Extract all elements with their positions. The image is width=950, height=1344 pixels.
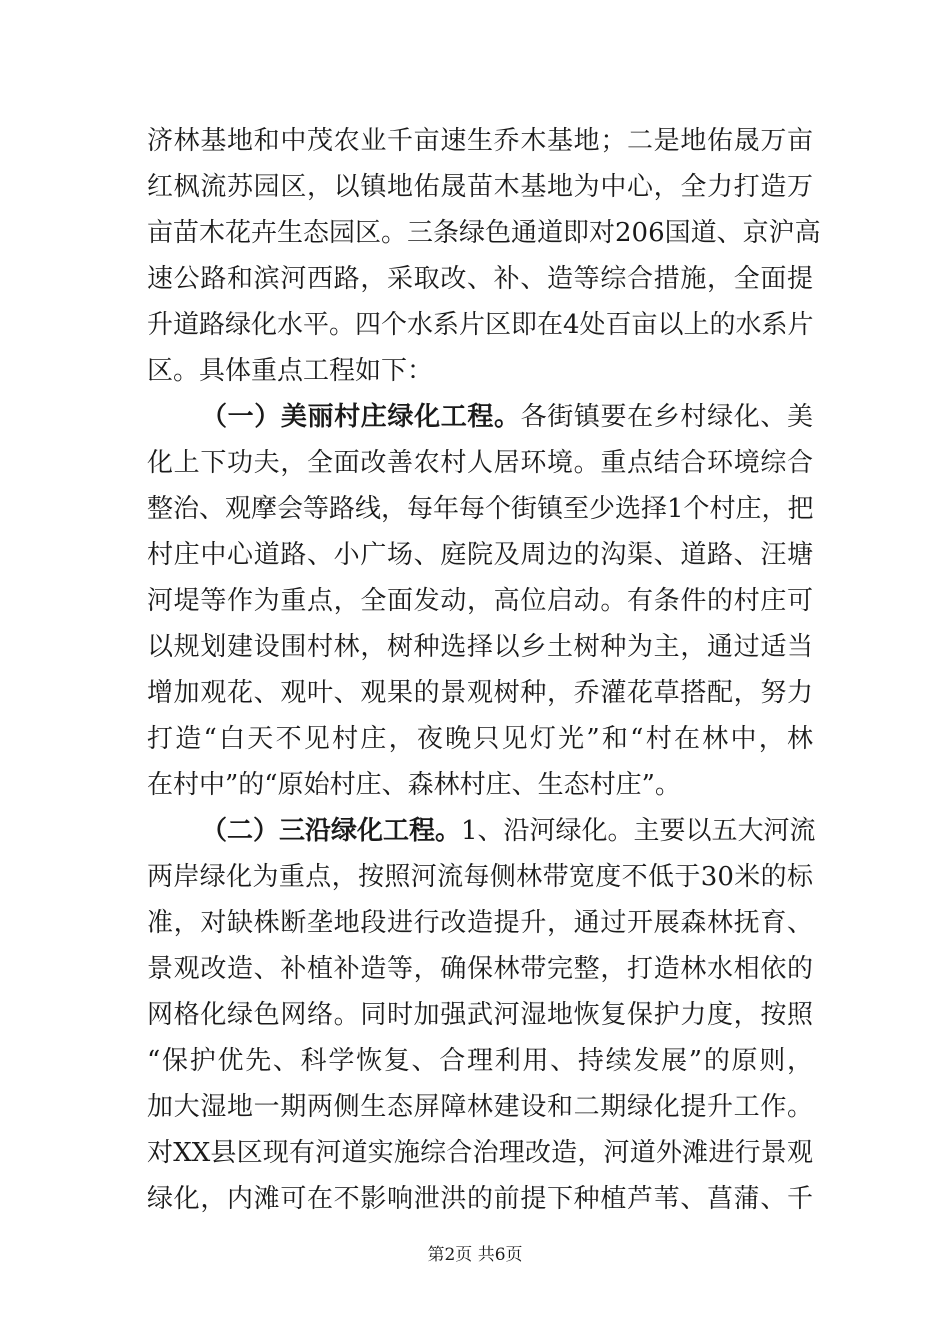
section-2-lead-text: 1、沿河绿化。主要以五大河流	[461, 816, 816, 846]
document-body	[147, 118, 821, 1222]
paragraph-line: 河堤等作为重点，全面发动，高位启动。有条件的村庄可	[147, 586, 813, 616]
paragraph-line: 网格化绿色网络。同时加强武河湿地恢复保护力度，按照	[147, 1000, 813, 1030]
section-1-first-line	[147, 394, 813, 440]
paragraph-line: 准，对缺株断垄地段进行改造提升，通过开展森林抚育、	[147, 908, 813, 938]
paragraph-line: 速公路和滨河西路，采取改、补、造等综合措施，全面提	[147, 264, 813, 294]
paragraph-line: 两岸绿化为重点，按照河流每侧林带宽度不低于30米的标	[147, 862, 813, 892]
paragraph-line: 对XX县区现有河道实施综合治理改造，河道外滩进行景观	[147, 1138, 813, 1168]
paragraph-line: 景观改造、补植补造等，确保林带完整，打造林水相依的	[147, 954, 813, 984]
section-1-heading: （一）美丽村庄绿化工程。	[201, 402, 521, 432]
section-2-heading: （二）三沿绿化工程。	[201, 816, 462, 846]
paragraph-line: 以规划建设围村林，树种选择以乡土树种为主，通过适当	[147, 632, 813, 662]
paragraph-line: 村庄中心道路、小广场、庭院及周边的沟渠、道路、汪塘	[147, 540, 813, 570]
paragraph-line: 升道路绿化水平。四个水系片区即在4处百亩以上的水系片	[147, 310, 814, 340]
paragraph-line: 红枫流苏园区，以镇地佑晟苗木基地为中心，全力打造万	[147, 172, 813, 202]
paragraph-line: “保护优先、科学恢复、合理利用、持续发展”的原则，	[147, 1046, 813, 1076]
paragraph-line: 在村中”的“原始村庄、森林村庄、生态村庄”。	[147, 770, 681, 800]
paragraph-line: 化上下功夫，全面改善农村人居环境。重点结合环境综合	[147, 448, 813, 478]
paragraph-line: 区。具体重点工程如下：	[147, 356, 434, 386]
paragraph-line: 亩苗木花卉生态园区。三条绿色通道即对206国道、京沪高	[147, 218, 821, 248]
paragraph-line: 加大湿地一期两侧生态屏障林建设和二期绿化提升工作。	[147, 1092, 813, 1122]
page-number-footer: 第2页 共6页	[427, 1245, 523, 1265]
paragraph-line: 整治、观摩会等路线，每年每个街镇至少选择1个村庄，把	[147, 494, 814, 524]
section-2-first-line	[147, 808, 816, 854]
paragraph-line: 增加观花、观叶、观果的景观树种，乔灌花草搭配，努力	[147, 678, 813, 708]
paragraph-line: 绿化，内滩可在不影响泄洪的前提下种植芦苇、菖蒲、千	[147, 1184, 813, 1214]
paragraph-line: 打造“白天不见村庄，夜晚只见灯光”和“村在林中，林	[147, 724, 813, 754]
section-1-lead-text: 各街镇要在乡村绿化、美	[520, 402, 813, 432]
paragraph-line: 济林基地和中茂农业千亩速生乔木基地；二是地佑晟万亩	[147, 126, 813, 156]
